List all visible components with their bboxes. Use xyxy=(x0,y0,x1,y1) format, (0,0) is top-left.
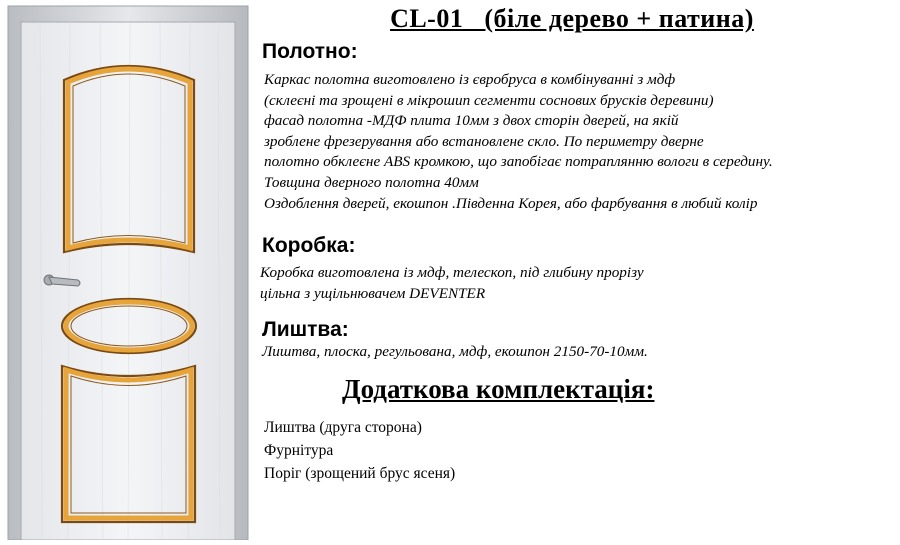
section-heading-casing: Лиштва: xyxy=(262,318,349,341)
text-line: зроблене фрезерування або встановлене скло. По периметру дверне xyxy=(264,132,704,150)
door-illustration xyxy=(0,0,250,540)
list-item: Лиштва (друга сторона) xyxy=(264,419,422,436)
section-body-frame xyxy=(260,263,644,304)
text-line: (склеєні та зрощені в мікрошип сегменти соснових брусків деревини) xyxy=(264,91,714,109)
section-heading-leaf: Полотно: xyxy=(262,40,358,63)
list-item: Поріг (зрощений брус ясеня) xyxy=(264,465,456,482)
text-line: Товщина дверного полотна 40мм xyxy=(264,173,479,191)
text-line: Оздоблення дверей, екошпон .Південна Корея, або фарбування в любий колір xyxy=(264,194,758,212)
page-title: CL-01 (біле дерево + патина) xyxy=(390,4,754,33)
extra-list xyxy=(264,416,455,485)
section-body-leaf xyxy=(264,70,773,214)
text-line: цільна з ущільнювачем DEVENTER xyxy=(260,284,486,302)
section-heading-frame: Коробка: xyxy=(262,234,356,257)
text-line: Лиштва, плоска, регульована, мдф, екошпон 2150-70-10мм. xyxy=(262,343,648,360)
door-image xyxy=(0,0,250,540)
text-line: полотно обклеєне ABS кромкою, що запобігає потраплянню вологи в середину. xyxy=(264,153,773,171)
extra-heading: Додаткова комплектація: xyxy=(342,374,655,404)
text-line: фасад полотна -МДФ плита 10мм з двох сторін дверей, на якій xyxy=(264,112,679,130)
list-item: Фурнітура xyxy=(264,442,334,459)
text-line: Коробка виготовлена із мдф, телескоп, під глибину прорізу xyxy=(260,264,644,281)
text-line: Каркас полотна виготовлено із євробруса в комбінуванні з мдф xyxy=(264,71,676,88)
section-body-casing xyxy=(262,342,648,363)
